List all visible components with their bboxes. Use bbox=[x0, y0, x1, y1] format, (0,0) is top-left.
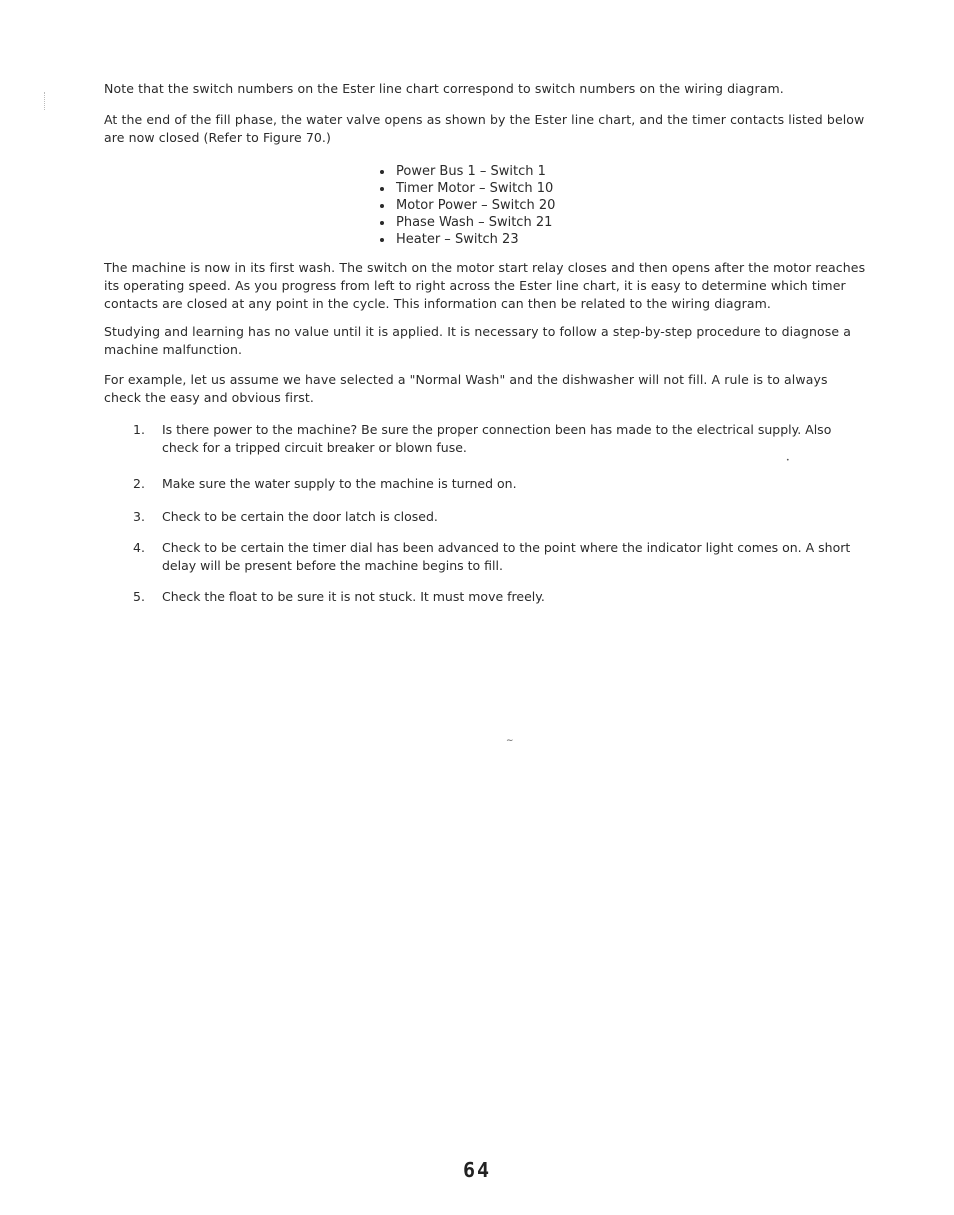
step-number: 2. bbox=[133, 476, 145, 491]
bullet-icon bbox=[380, 187, 384, 191]
step-number: 3. bbox=[133, 509, 145, 524]
scan-edge-mark bbox=[44, 92, 46, 110]
paragraph-fill-phase: At the end of the fill phase, the water valve opens as shown by the Ester line chart, and the timer contacts listed below are now closed (Refer to Figure 70.) bbox=[104, 112, 865, 145]
paragraph-studying: Studying and learning has no value until it is applied. It is necessary to follow a step-by-step procedure to diagnose a machine malfunction. bbox=[104, 324, 851, 357]
paragraph-example: For example, let us assume we have selected a "Normal Wash" and the dishwasher will not fill. A rule is to always check the easy and obvious first. bbox=[104, 372, 828, 405]
paragraph-switch-numbers: Note that the switch numbers on the Ester line chart correspond to switch numbers on the wiring diagram. bbox=[104, 81, 784, 96]
paragraph-first-wash: The machine is now in its first wash. The switch on the motor start relay closes and then opens after the motor reaches its operating speed. As you progress from left to right across the Ester line chart, it is easy to determine which timer contacts are closed at any point in the cycle. This information can then be related to the wiring diagram. bbox=[104, 260, 866, 311]
list-item: Phase Wash – Switch 21 bbox=[380, 214, 555, 231]
bullet-icon bbox=[380, 238, 384, 242]
bullet-icon bbox=[380, 170, 384, 174]
list-item: Power Bus 1 – Switch 1 bbox=[380, 163, 555, 180]
bullet-icon bbox=[380, 204, 384, 208]
step-text: Is there power to the machine? Be sure the proper connection been has made to the electrical supply. Also check for a tripped circuit breaker or blown fuse. bbox=[162, 422, 832, 455]
list-item: Motor Power – Switch 20 bbox=[380, 197, 555, 214]
scan-speck: • bbox=[786, 457, 790, 464]
step-number: 4. bbox=[133, 540, 145, 555]
step-number: 1. bbox=[133, 422, 145, 437]
step-number: 5. bbox=[133, 589, 145, 604]
step-text: Check to be certain the door latch is closed. bbox=[162, 509, 438, 524]
page-number: 64 bbox=[462, 1158, 492, 1182]
closed-contacts-list bbox=[380, 163, 555, 248]
bullet-icon bbox=[380, 221, 384, 225]
step-text: Make sure the water supply to the machine is turned on. bbox=[162, 476, 517, 491]
scan-speck: ∼ bbox=[506, 736, 514, 746]
list-item: Timer Motor – Switch 10 bbox=[380, 180, 555, 197]
list-item: Heater – Switch 23 bbox=[380, 231, 555, 248]
step-text: Check the float to be sure it is not stuck. It must move freely. bbox=[162, 589, 545, 604]
step-text: Check to be certain the timer dial has been advanced to the point where the indicator light comes on. A short delay will be present before the machine begins to fill. bbox=[162, 540, 851, 573]
